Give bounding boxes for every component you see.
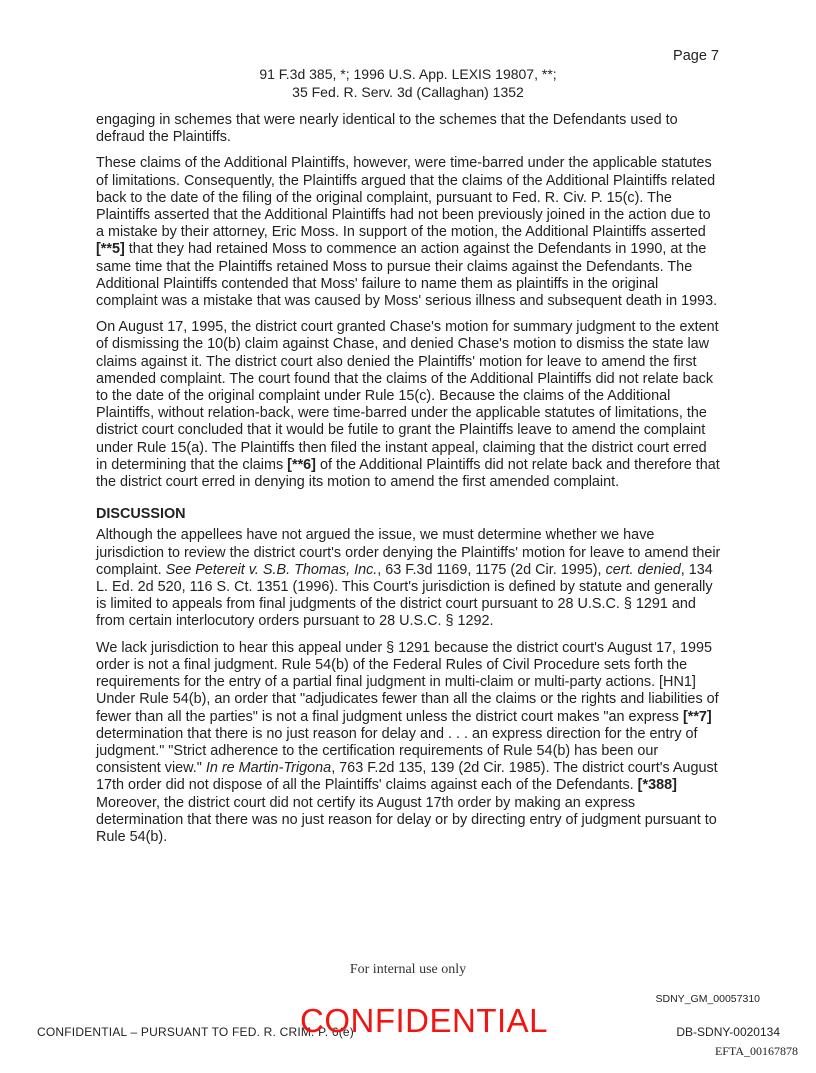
paragraph-4-text-b: , 63 F.3d 1169, 1175 (2d Cir. 1995), — [377, 561, 606, 578]
paragraph-5-text-b: determination that there is no just reason for delay and . . . an express direction for the entry of judgment." "Strict adherence to the certification requirements of Rule 54(b) has been our consistent view." — [96, 725, 698, 777]
paragraph-5-text-c: , 763 F.2d 135, 139 (2d Cir. 1985). The district court's August 17th order did not dispose of all the Plaintiffs' claims against each of the Defendants. — [96, 760, 718, 794]
bates-number-sdny: DB-SDNY-0020134 — [676, 1025, 780, 1039]
paragraph-4 — [96, 527, 721, 630]
case-citation — [0, 65, 816, 101]
paragraph-5-text-a: We lack jurisdiction to hear this appeal under § 1291 because the district court's August 17, 1995 order is not a final judgment. Rule 54(b) of the Federal Rules of Civil Procedure sets forth the requirements for the entry of a partial final judgment in multi-claim or multi-party actions. [HN1] Under Rule 54(b), an order that "adjudicates fewer than all the claims or the rights and liabilities of fewer than all the parties" is not a final judgment unless the district court makes "an express — [96, 639, 719, 725]
section-heading: DISCUSSION — [96, 506, 186, 523]
citation-line-1: 91 F.3d 385, *; 1996 U.S. App. LEXIS 19807, **; — [259, 66, 557, 82]
paragraph-5-text-d: Moreover, the district court did not certify its August 17th order by making an express determination that there was no just reason for delay or by directing entry of judgment pursuant to Rule 54(b). — [96, 794, 717, 845]
case-cite: cert. denied — [605, 561, 681, 578]
paragraph-4-text-a: Although the appellees have not argued the issue, we must determine whether we have jurisdiction to review the district court's order denying the Plaintiffs' motion for leave to amend their complaint. — [96, 527, 721, 578]
paragraph-2-text-b: that they had retained Moss to commence an action against the Defendants in 1990, at the same time that the Plaintiffs retained Moss to pursue their claims against the Defendants. The Additional Plaintiffs contended that Moss' failure to name them as plaintiffs in the original complaint was a mistake that was caused by Moss' serious illness and subsequent death in 1993. — [96, 241, 718, 310]
opinion-body — [96, 112, 721, 855]
paragraph-2 — [96, 155, 721, 310]
star-page-marker: [**7] — [682, 708, 712, 725]
paragraph-3-text-a: On August 17, 1995, the district court granted Chase's motion for summary judgment to the extent of dismissing the 10(b) claim against Chase, and denied Chase's motion to dismiss the state law claims against it. The district court also denied the Plaintiffs' motion for leave to amend the first amended complaint. The court found that the claims of the Additional Plaintiffs did not relate back to the date of the original complaint under Rule 15(c). Because the claims of the Additional Plaintiffs, without relation-back, were time-barred under the applicable statutes of limitations, the district court concluded that it would be futile to grant the Plaintiffs leave to amend the complaint under Rule 15(a). The Plaintiffs then filed the instant appeal, claiming that the district court erred in determining that the claims — [96, 319, 719, 473]
paragraph-2-text-a: These claims of the Additional Plaintiffs, however, were time-barred under the applicable statutes of limitations. Consequently, the Plaintiffs argued that the claims of the Additional Plaintiffs related back to the date of the filing of the original complaint, pursuant to Fed. R. Civ. P. 15(c). The Plaintiffs asserted that the Additional Plaintiffs had not been previously joined in the action due to a mistake by their attorney, Eric Moss. In support of the motion, the Additional Plaintiffs asserted — [96, 155, 716, 241]
paragraph-5 — [96, 640, 721, 846]
case-cite: In re Martin-Trigona — [205, 760, 332, 777]
paragraph-1: engaging in schemes that were nearly identical to the schemes that the Defendants used to defraud the Plaintiffs. — [96, 112, 678, 146]
paragraph-3 — [96, 319, 721, 491]
internal-use-notice: For internal use only — [349, 962, 467, 977]
star-page-marker: [*388] — [637, 777, 677, 794]
case-cite: See Petereit v. S.B. Thomas, Inc. — [165, 561, 378, 578]
page-number: Page 7 — [673, 48, 719, 64]
confidential-notice: CONFIDENTIAL – PURSUANT TO FED. R. CRIM. P. 6(e) — [37, 1025, 354, 1039]
star-page-marker: [**6] — [287, 456, 316, 473]
star-page-marker: [**5] — [96, 241, 125, 258]
efta-number: EFTA_00167878 — [714, 1044, 798, 1058]
confidential-stamp: CONFIDENTIAL — [300, 1002, 549, 1039]
paragraph-4-text-c: , 134 L. Ed. 2d 520, 116 S. Ct. 1351 (1996). This Court's jurisdiction is defined by statute and generally is limited to appeals from final judgments of the district court pursuant to 28 U.S.C. § 1291 and from certain interlocutory orders pursuant to 28 U.S.C. § 1292. — [96, 561, 713, 630]
bates-number-gm: SDNY_GM_00057310 — [655, 993, 760, 1005]
paragraph-3-text-b: of the Additional Plaintiffs did not relate back and therefore that the district court erred in denying its motion to amend the first amended complaint. — [96, 456, 720, 491]
citation-line-2: 35 Fed. R. Serv. 3d (Callaghan) 1352 — [292, 84, 524, 100]
